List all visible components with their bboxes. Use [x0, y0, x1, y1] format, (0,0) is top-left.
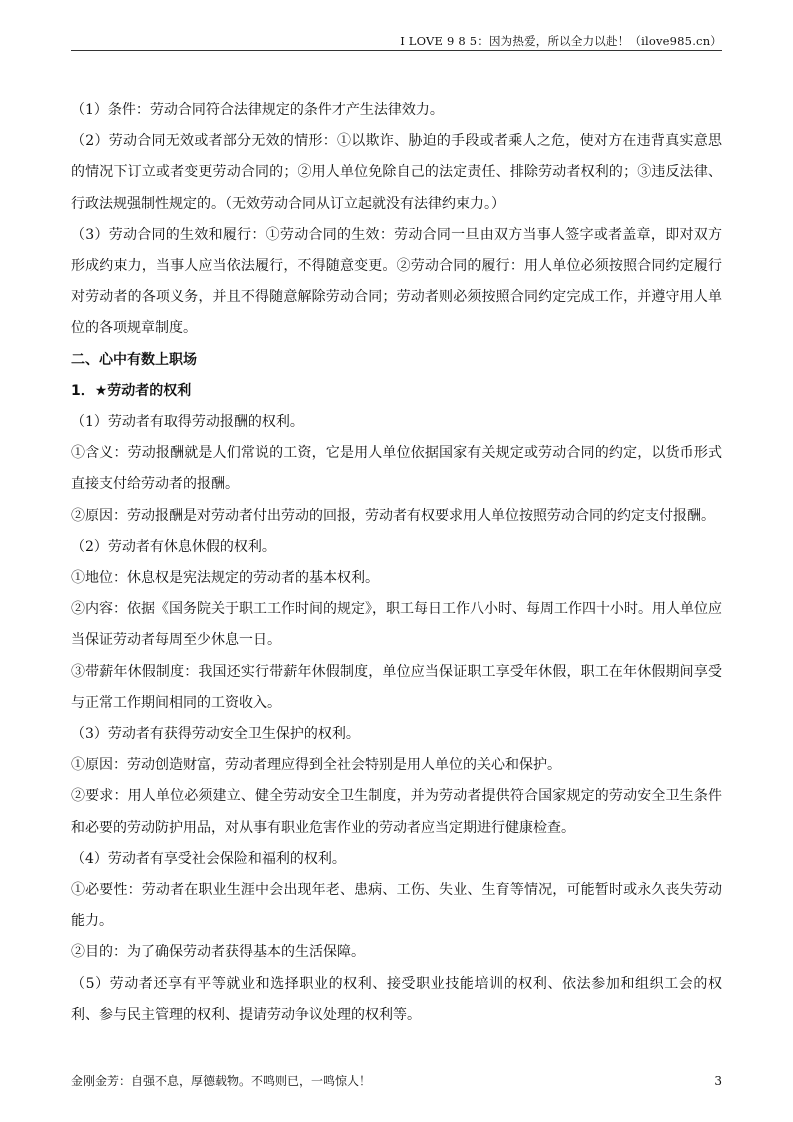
- paragraph: （1）劳动者有取得劳动报酬的权利。: [71, 414, 304, 431]
- paragraph: （3）劳动合同的生效和履行：①劳动合同的生效：劳动合同一旦由双方当事人签字或者盖章，即对双方形成约束力，当事人应当依法履行，不得随意变更。②劳动合同的履行：用人单位必须按照合同约定履行对劳动者的各项义务，并且不得随意解除劳动合同；劳动者则必须按照合同约定完成工作，并遵守用人单位的各项规章制度。: [71, 226, 722, 337]
- paragraph: ①地位：休息权是宪法规定的劳动者的基本权利。: [71, 570, 379, 587]
- paragraph: （2）劳动合同无效或者部分无效的情形：①以欺诈、胁迫的手段或者乘人之危，使对方在违背真实意思的情况下订立或者变更劳动合同的；②用人单位免除自己的法定责任、排除劳动者权利的；③违反法律、行政法规强制性规定的。（无效劳动合同从订立起就没有法律约束力。）: [71, 133, 722, 212]
- paragraph: （1）条件：劳动合同符合法律规定的条件才产生法律效力。: [71, 102, 444, 118]
- paragraph: ②内容：依据《国务院关于职工工作时间的规定》，职工每日工作八小时、每周工作四十小时。用人单位应当保证劳动者每周至少休息一日。: [71, 601, 722, 649]
- paragraph: ①必要性：劳动者在职业生涯中会出现年老、患病、工伤、失业、生育等情况，可能暂时或永久丧失劳动能力。: [71, 882, 722, 930]
- document-body: [71, 95, 722, 1031]
- paragraph: ②原因：劳动报酬是对劳动者付出劳动的回报，劳动者有权要求用人单位按照劳动合同的约定支付报酬。: [71, 507, 715, 524]
- page-number: 3: [714, 1074, 722, 1088]
- paragraph: （2）劳动者有休息休假的权利。: [71, 538, 276, 555]
- header-divider: [71, 50, 722, 51]
- footer-motto: 金刚金芳：自强不息，厚德载物。不鸣则已，一鸣惊人！: [71, 1074, 372, 1088]
- paragraph: ①原因：劳动创造财富，劳动者理应得到全社会特别是用人单位的关心和保护。: [71, 757, 561, 774]
- subsection-heading: 1．★劳动者的权利: [71, 382, 192, 399]
- paragraph: ①含义：劳动报酬就是人们常说的工资，它是用人单位依据国家有关规定或劳动合同的约定，以货币形式直接支付给劳动者的报酬。: [71, 445, 722, 493]
- section-heading: 二、心中有数上职场: [71, 351, 197, 368]
- paragraph: （3）劳动者有获得劳动安全卫生保护的权利。: [71, 726, 360, 743]
- paragraph: （4）劳动者有享受社会保险和福利的权利。: [71, 850, 346, 867]
- paragraph: ②要求：用人单位必须建立、健全劳动安全卫生制度，并为劳动者提供符合国家规定的劳动安全卫生条件和必要的劳动防护用品，对从事有职业危害作业的劳动者应当定期进行健康检查。: [71, 788, 722, 836]
- page-header: I LOVE 9 8 5：因为热爱，所以全力以赴！（ilove985.cn）: [400, 34, 722, 48]
- paragraph: ②目的：为了确保劳动者获得基本的生活保障。: [71, 944, 365, 961]
- paragraph: ③带薪年休假制度：我国还实行带薪年休假制度，单位应当保证职工享受年休假，职工在年休假期间享受与正常工作期间相同的工资收入。: [71, 663, 722, 711]
- paragraph: （5）劳动者还享有平等就业和选择职业的权利、接受职业技能培训的权利、依法参加和组织工会的权利、参与民主管理的权利、提请劳动争议处理的权利等。: [71, 975, 722, 1023]
